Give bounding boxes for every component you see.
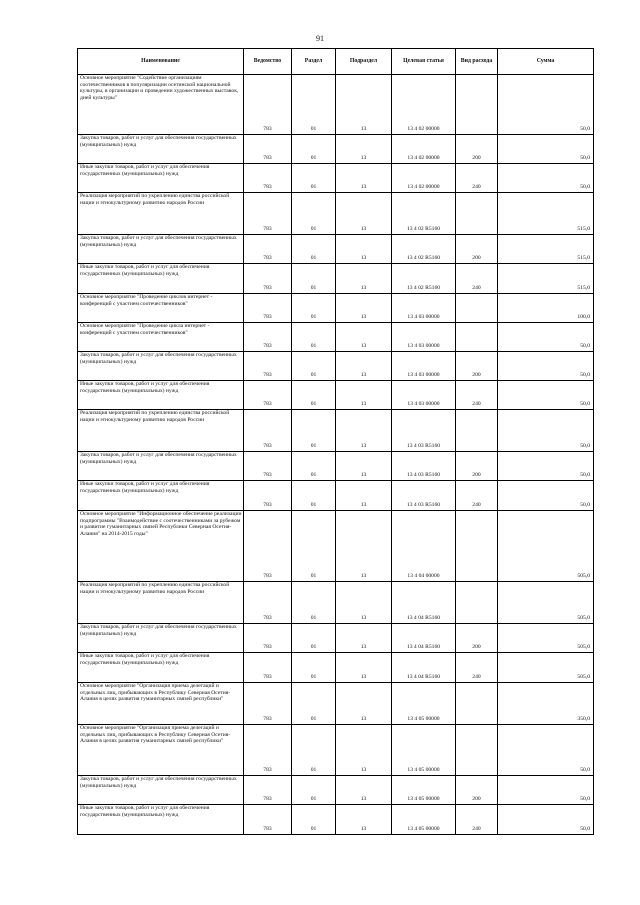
row-section-cell: 01 (292, 725, 336, 776)
row-amount-cell: 50,0 (498, 805, 594, 835)
row-subsection-cell: 13 (336, 725, 392, 776)
table-row (78, 683, 594, 725)
row-target-article-cell: 13 4 03 R5160 (392, 452, 456, 481)
row-name-cell: Иные закупки товаров, работ и услуг для обеспечения государственных (муниципальных) нужд (78, 481, 244, 511)
row-department-cell: 783 (244, 776, 292, 805)
row-department-cell: 783 (244, 352, 292, 381)
row-expense-type-cell (456, 683, 498, 725)
table-row (78, 582, 594, 624)
row-department-cell: 783 (244, 235, 292, 264)
header-amount: Сумма (498, 49, 594, 75)
row-section-cell: 01 (292, 264, 336, 294)
row-name-cell: Иные закупки товаров, работ и услуг для обеспечения государственных (муниципальных) нужд (78, 264, 244, 294)
row-amount-cell: 50,0 (498, 481, 594, 511)
row-department-cell: 783 (244, 683, 292, 725)
row-section-cell: 01 (292, 164, 336, 193)
row-department-cell: 783 (244, 164, 292, 193)
row-expense-type-cell (456, 193, 498, 235)
page-number: 91 (316, 34, 324, 43)
row-subsection-cell: 13 (336, 452, 392, 481)
header-section: Раздел (292, 49, 336, 75)
row-target-article-cell: 13 4 03 00000 (392, 381, 456, 410)
table-row (78, 481, 594, 511)
row-expense-type-cell (456, 75, 498, 135)
row-amount-cell: 515,0 (498, 235, 594, 264)
table-row (78, 653, 594, 683)
table-row (78, 776, 594, 805)
header-expense-type: Вид расхода (456, 49, 498, 75)
header-name: Наименование (78, 49, 244, 75)
row-section-cell: 01 (292, 776, 336, 805)
row-amount-cell: 515,0 (498, 264, 594, 294)
row-name-cell: Иные закупки товаров, работ и услуг для обеспечения государственных (муниципальных) нужд (78, 164, 244, 193)
row-amount-cell: 100,0 (498, 294, 594, 323)
row-amount-cell: 350,0 (498, 683, 594, 725)
row-expense-type-cell: 200 (456, 624, 498, 653)
row-department-cell: 783 (244, 410, 292, 452)
row-subsection-cell: 13 (336, 381, 392, 410)
table-row (78, 164, 594, 193)
row-department-cell: 783 (244, 653, 292, 683)
row-expense-type-cell (456, 294, 498, 323)
row-subsection-cell: 13 (336, 235, 392, 264)
table-row (78, 624, 594, 653)
row-subsection-cell: 13 (336, 264, 392, 294)
row-expense-type-cell: 200 (456, 452, 498, 481)
row-expense-type-cell: 240 (456, 264, 498, 294)
table-row (78, 381, 594, 410)
row-amount-cell: 50,0 (498, 410, 594, 452)
row-name-cell: Реализация мероприятий по укреплению единства российской нации и этнокультурному развитию народов России (78, 410, 244, 452)
row-department-cell: 783 (244, 511, 292, 582)
row-expense-type-cell: 240 (456, 164, 498, 193)
row-target-article-cell: 13 4 04 R5160 (392, 582, 456, 624)
row-name-cell: Иные закупки товаров, работ и услуг для обеспечения государственных (муниципальных) нужд (78, 653, 244, 683)
row-name-cell: Основное мероприятие "Проведение цикла интернет - конференций с участием соотечественников" (78, 323, 244, 352)
row-subsection-cell: 13 (336, 193, 392, 235)
row-target-article-cell: 13 4 02 00000 (392, 164, 456, 193)
row-department-cell: 783 (244, 294, 292, 323)
row-target-article-cell: 13 4 05 00000 (392, 776, 456, 805)
row-amount-cell: 50,0 (498, 75, 594, 135)
row-target-article-cell: 13 4 02 R5160 (392, 193, 456, 235)
row-section-cell: 01 (292, 452, 336, 481)
row-name-cell: Закупка товаров, работ и услуг для обеспечения государственных (муниципальных) нужд (78, 135, 244, 164)
row-subsection-cell: 13 (336, 164, 392, 193)
row-subsection-cell: 13 (336, 294, 392, 323)
row-target-article-cell: 13 4 02 00000 (392, 75, 456, 135)
row-section-cell: 01 (292, 582, 336, 624)
row-target-article-cell: 13 4 04 R5160 (392, 653, 456, 683)
row-expense-type-cell: 240 (456, 805, 498, 835)
row-target-article-cell: 13 4 03 00000 (392, 352, 456, 381)
table-row (78, 452, 594, 481)
row-target-article-cell: 13 4 04 R5160 (392, 624, 456, 653)
table-row (78, 135, 594, 164)
row-name-cell: Основное мероприятие "Организация приема делегаций и отдельных лиц, прибывающих в Республику Северная Осетия-Алания в целях развития гуманитарных связей республики" (78, 725, 244, 776)
row-section-cell: 01 (292, 352, 336, 381)
row-subsection-cell: 13 (336, 776, 392, 805)
row-section-cell: 01 (292, 624, 336, 653)
row-subsection-cell: 13 (336, 511, 392, 582)
row-expense-type-cell: 200 (456, 352, 498, 381)
table-row (78, 725, 594, 776)
row-amount-cell: 50,0 (498, 452, 594, 481)
row-name-cell: Реализация мероприятий по укреплению единства российской нации и этнокультурному развитию народов России (78, 582, 244, 624)
row-name-cell: Закупка товаров, работ и услуг для обеспечения государственных (муниципальных) нужд (78, 235, 244, 264)
row-target-article-cell: 13 4 03 R5160 (392, 410, 456, 452)
row-department-cell: 783 (244, 481, 292, 511)
row-section-cell: 01 (292, 683, 336, 725)
row-amount-cell: 50,0 (498, 135, 594, 164)
row-amount-cell: 505,0 (498, 624, 594, 653)
row-target-article-cell: 13 4 03 R5160 (392, 481, 456, 511)
row-subsection-cell: 13 (336, 582, 392, 624)
row-target-article-cell: 13 4 02 00000 (392, 135, 456, 164)
row-name-cell: Закупка товаров, работ и услуг для обеспечения государственных (муниципальных) нужд (78, 624, 244, 653)
row-department-cell: 783 (244, 75, 292, 135)
row-department-cell: 783 (244, 264, 292, 294)
row-target-article-cell: 13 4 02 R5160 (392, 264, 456, 294)
row-expense-type-cell (456, 725, 498, 776)
header-target-article: Целевая статья (392, 49, 456, 75)
row-section-cell: 01 (292, 805, 336, 835)
table-row (78, 410, 594, 452)
row-target-article-cell: 13 4 03 00000 (392, 323, 456, 352)
row-section-cell: 01 (292, 294, 336, 323)
row-section-cell: 01 (292, 653, 336, 683)
row-section-cell: 01 (292, 381, 336, 410)
row-name-cell: Закупка товаров, работ и услуг для обеспечения государственных (муниципальных) нужд (78, 452, 244, 481)
row-target-article-cell: 13 4 03 00000 (392, 294, 456, 323)
row-amount-cell: 50,0 (498, 381, 594, 410)
table-header-row (78, 49, 594, 75)
row-section-cell: 01 (292, 75, 336, 135)
row-name-cell: Реализация мероприятий по укреплению единства российской нации и этнокультурному развитию народов России (78, 193, 244, 235)
row-section-cell: 01 (292, 193, 336, 235)
row-expense-type-cell: 240 (456, 653, 498, 683)
row-target-article-cell: 13 4 05 00000 (392, 683, 456, 725)
row-expense-type-cell: 240 (456, 481, 498, 511)
table-row (78, 805, 594, 835)
row-section-cell: 01 (292, 323, 336, 352)
row-department-cell: 783 (244, 323, 292, 352)
row-name-cell: Основное мероприятие "Информационное обеспечение реализации подпрограммы "Взаимодействие с соотечественниками за рубежом и развитие гуманитарных связей Республики Северная Осетия-Алания" на 2014-2015 годы" (78, 511, 244, 582)
row-subsection-cell: 13 (336, 75, 392, 135)
row-department-cell: 783 (244, 193, 292, 235)
table-row (78, 294, 594, 323)
table-row (78, 75, 594, 135)
row-department-cell: 783 (244, 582, 292, 624)
row-expense-type-cell (456, 582, 498, 624)
row-department-cell: 783 (244, 381, 292, 410)
row-target-article-cell: 13 4 05 00000 (392, 725, 456, 776)
row-department-cell: 783 (244, 624, 292, 653)
row-department-cell: 783 (244, 452, 292, 481)
row-expense-type-cell (456, 511, 498, 582)
row-expense-type-cell: 200 (456, 776, 498, 805)
row-name-cell: Иные закупки товаров, работ и услуг для обеспечения государственных (муниципальных) нужд (78, 805, 244, 835)
row-subsection-cell: 13 (336, 683, 392, 725)
row-name-cell: Основное мероприятие "Содействие организациям соотечественников в популяризации осетинской национальной культуры, в организации и проведении художественных выставок, дней культуры" (78, 75, 244, 135)
row-section-cell: 01 (292, 410, 336, 452)
row-subsection-cell: 13 (336, 805, 392, 835)
row-amount-cell: 50,0 (498, 725, 594, 776)
row-name-cell: Закупка товаров, работ и услуг для обеспечения государственных (муниципальных) нужд (78, 776, 244, 805)
row-department-cell: 783 (244, 725, 292, 776)
header-department: Ведомство (244, 49, 292, 75)
row-name-cell: Иные закупки товаров, работ и услуг для обеспечения государственных (муниципальных) нужд (78, 381, 244, 410)
row-subsection-cell: 13 (336, 352, 392, 381)
row-amount-cell: 505,0 (498, 511, 594, 582)
row-target-article-cell: 13 4 02 R5160 (392, 235, 456, 264)
table-row (78, 323, 594, 352)
table-row (78, 511, 594, 582)
row-amount-cell: 505,0 (498, 582, 594, 624)
row-name-cell: Основное мероприятие "Проведение циклов интернет - конференций с участием соотечественников" (78, 294, 244, 323)
row-amount-cell: 50,0 (498, 776, 594, 805)
row-subsection-cell: 13 (336, 653, 392, 683)
row-name-cell: Основное мероприятие "Организация приема делегаций и отдельных лиц, прибывающих в Республику Северная Осетия-Алания в целях развития гуманитарных связей республики" (78, 683, 244, 725)
row-section-cell: 01 (292, 135, 336, 164)
row-amount-cell: 50,0 (498, 352, 594, 381)
row-subsection-cell: 13 (336, 135, 392, 164)
row-expense-type-cell: 240 (456, 381, 498, 410)
row-department-cell: 783 (244, 135, 292, 164)
row-expense-type-cell: 200 (456, 235, 498, 264)
table-row (78, 352, 594, 381)
table-row (78, 264, 594, 294)
row-section-cell: 01 (292, 481, 336, 511)
row-target-article-cell: 13 4 05 00000 (392, 805, 456, 835)
budget-table (77, 48, 594, 835)
row-expense-type-cell: 200 (456, 135, 498, 164)
row-subsection-cell: 13 (336, 481, 392, 511)
row-expense-type-cell (456, 323, 498, 352)
row-subsection-cell: 13 (336, 410, 392, 452)
row-amount-cell: 515,0 (498, 193, 594, 235)
row-subsection-cell: 13 (336, 624, 392, 653)
row-amount-cell: 505,0 (498, 653, 594, 683)
row-name-cell: Закупка товаров, работ и услуг для обеспечения государственных (муниципальных) нужд (78, 352, 244, 381)
header-subsection: Подраздел (336, 49, 392, 75)
row-subsection-cell: 13 (336, 323, 392, 352)
row-target-article-cell: 13 4 04 00000 (392, 511, 456, 582)
table-row (78, 235, 594, 264)
row-department-cell: 783 (244, 805, 292, 835)
row-expense-type-cell (456, 410, 498, 452)
table-row (78, 193, 594, 235)
row-section-cell: 01 (292, 235, 336, 264)
row-section-cell: 01 (292, 511, 336, 582)
row-amount-cell: 50,0 (498, 164, 594, 193)
row-amount-cell: 50,0 (498, 323, 594, 352)
